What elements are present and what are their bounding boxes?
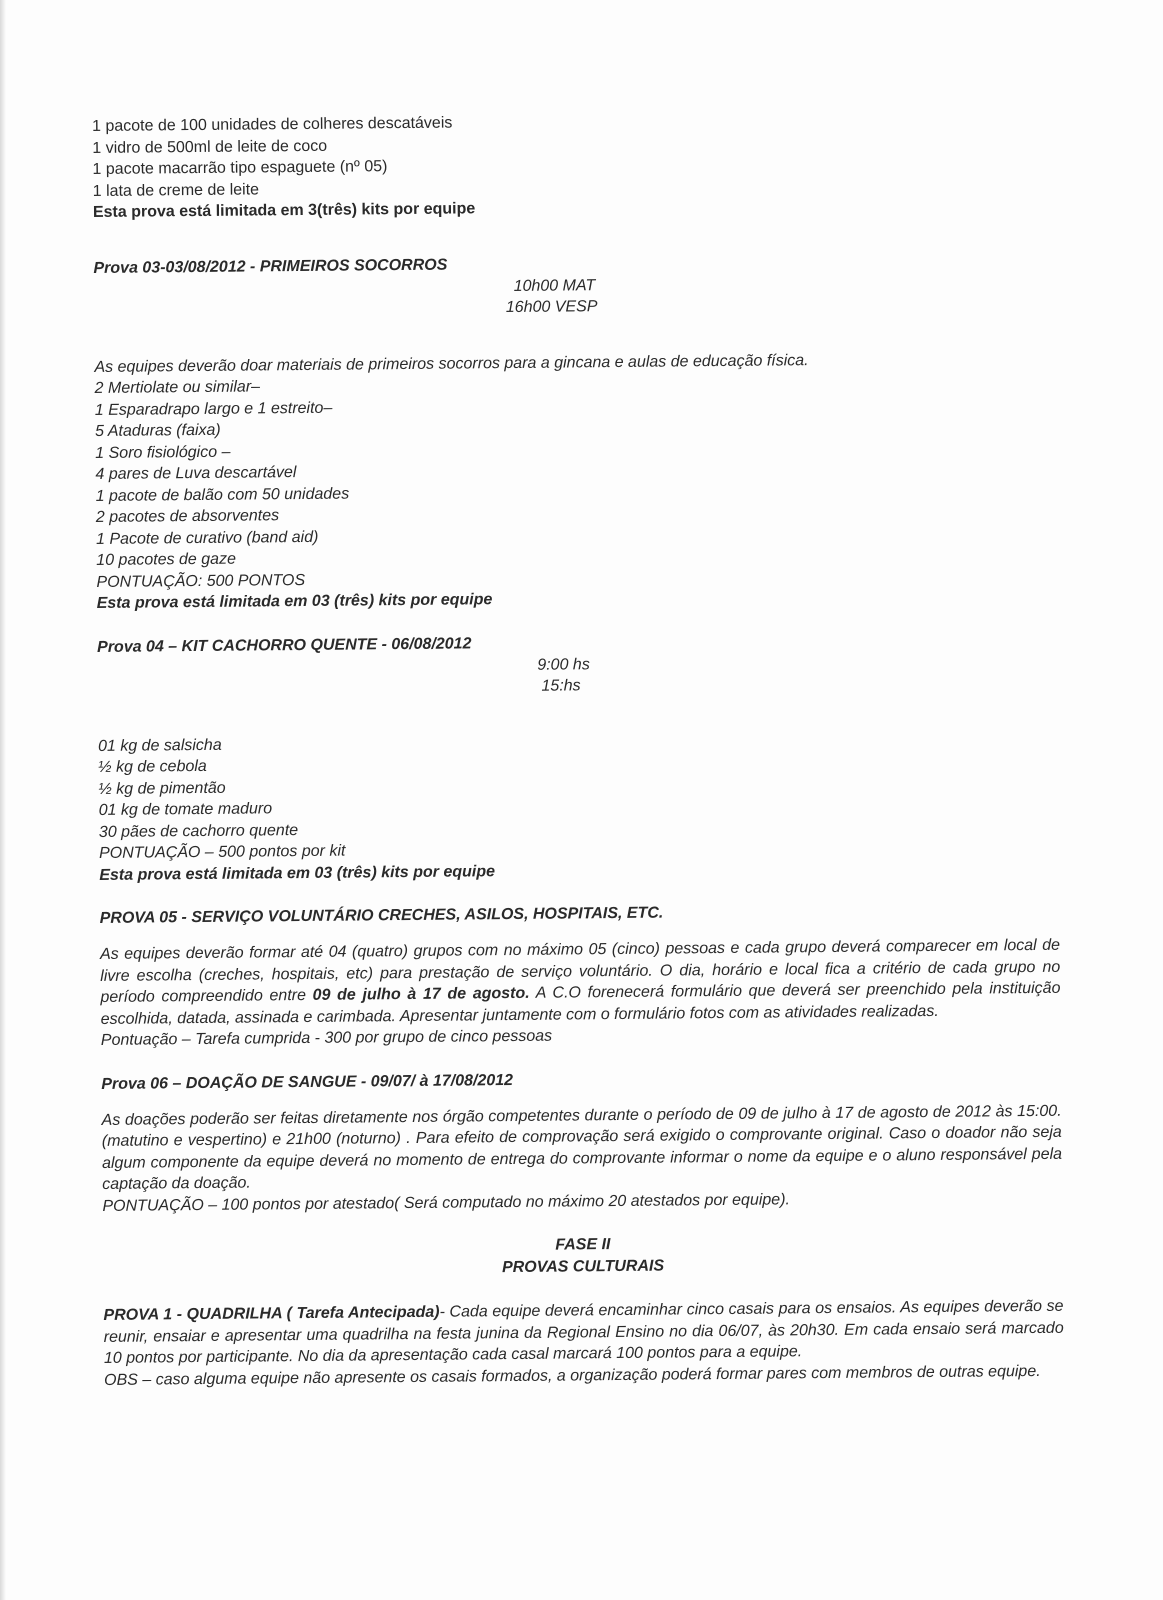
list-item: 01 kg de tomate maduro (98, 800, 273, 819)
prova-06-points: PONTUAÇÃO – 100 pontos por atestado( Será computado no máximo 20 atestados por equipe). (102, 1190, 791, 1215)
limit-note: Esta prova está limitada em 3(três) kits por equipe (92, 200, 476, 221)
list-item: 01 kg de salsicha (97, 736, 222, 755)
list-item: ½ kg de pimentão (98, 779, 226, 798)
prova-1-heading: PROVA 1 - QUADRILHA ( Tarefa Antecipada) (103, 1303, 440, 1324)
prova-03-time-morning: 10h00 MAT (513, 276, 596, 295)
list-item: 1 Esparadrapo largo e 1 estreito– (94, 399, 333, 419)
document-content (92, 107, 1074, 1391)
prova-05-points: Pontuação – Tarefa cumprida - 300 por grupo de cinco pessoas (100, 1027, 553, 1049)
list-item: 1 Pacote de curativo (band aid) (95, 528, 319, 548)
prova-06-description: As doações poderão ser feitas diretamente nos órgão competentes durante o período de 09 de julho à 17 de agosto de 2012 às 15:00. (matutino e vespertino) e 21h00 (noturno) . Para efeito de comprovação será exigido o comprovante original. Caso o doador não seja algum componente da equipe deverá no momento de entrega do comprovante informar o nome da equipe e o aluno responsável pela captação da doação. (101, 1102, 1063, 1193)
list-item: 30 pães de cachorro quente (98, 821, 299, 841)
prova-05-heading: PROVA 05 - SERVIÇO VOLUNTÁRIO CRECHES, ASILOS, HOSPITAIS, ETC. (99, 904, 664, 927)
prova-05-text-b: A C.O forenecerá formulário que deverá ser preenchido pela instituição escolhida, datada, assinada e carimbada. Apresentar juntamente com o formulário fotos com as atividades realizadas. (100, 979, 1061, 1028)
prova-04-points: PONTUAÇÃO – 500 pontos por kit (98, 842, 346, 862)
fase-title: FASE II (555, 1236, 611, 1254)
list-item: 2 Mertiolate ou similar– (94, 378, 261, 397)
prova-03-intro: As equipes deverão doar materiais de primeiros socorros para a gincana e aulas de educação física. (94, 351, 809, 376)
scan-edge-shadow (0, 0, 6, 1600)
prova-04-limit: Esta prova está limitada em 03 (três) kits por equipe (99, 862, 496, 884)
prova-1-description (103, 1296, 1064, 1370)
list-item: 2 pacotes de absorventes (95, 507, 280, 526)
prova-1-obs: OBS – caso alguma equipe não apresente os casais formados, a organização poderá formar pares com membros de outras equipe. (104, 1362, 1041, 1389)
prova-03-points: PONTUAÇÃO: 500 PONTOS (96, 571, 306, 591)
list-item: 1 vidro de 500ml de leite de coco (92, 137, 328, 157)
prova-03-heading: Prova 03-03/08/2012 - PRIMEIROS SOCORROS (93, 256, 448, 277)
list-item: 1 lata de creme de leite (92, 180, 260, 200)
list-item: 1 Soro fisiológico – (95, 443, 231, 462)
prova-06-heading: Prova 06 – DOAÇÃO DE SANGUE - 09/07/ à 17/08/2012 (101, 1071, 514, 1093)
prova-03-time-afternoon: 16h00 VESP (505, 298, 598, 317)
prova-04-time-morning: 9:00 hs (537, 655, 590, 674)
list-item: ½ kg de cebola (98, 757, 207, 776)
list-item: 1 pacote de 100 unidades de colheres descatáveis (92, 114, 453, 135)
prova-03-limit: Esta prova está limitada em 03 (três) kits por equipe (96, 591, 493, 612)
prova-05-period: 09 de julho à 17 de agosto. (312, 984, 530, 1004)
prova-05-description (100, 935, 1061, 1030)
prova-1-text: - Cada equipe deverá encaminhar cinco casais para os ensaios. As equipes deverão se reunir, ensaiar e apresentar uma quadrilha na festa junina da Regional Ensino no dia 06/07, às 20h30. Em cada ensaio será marcado 10 pontos por participante. No dia da apresentação cada casal marcará 100 pontos para a equipe. (103, 1297, 1064, 1367)
list-item: 5 Ataduras (faixa) (94, 421, 221, 440)
prova-04-time-afternoon: 15:hs (541, 677, 581, 695)
prova-05-text-a: As equipes deverão formar até 04 (quatro) grupos com no máximo 05 (cinco) pessoas e cada grupo deverá comparecer em local de livre escolha (creches, hospitais, etc) para prestação de serviço voluntário. O dia, horário e local fica a critério de cada grupo no período compreendido entre (99, 936, 1061, 1006)
fase-subtitle: PROVAS CULTURAIS (501, 1257, 665, 1277)
list-item: 1 pacote macarrão tipo espaguete (nº 05) (92, 158, 388, 178)
list-item: 1 pacote de balão com 50 unidades (95, 485, 350, 505)
list-item: 4 pares de Luva descartável (95, 464, 297, 483)
prova-04-heading: Prova 04 – KIT CACHORRO QUENTE - 06/08/2012 (97, 634, 472, 656)
list-item: 10 pacotes de gaze (96, 550, 237, 569)
